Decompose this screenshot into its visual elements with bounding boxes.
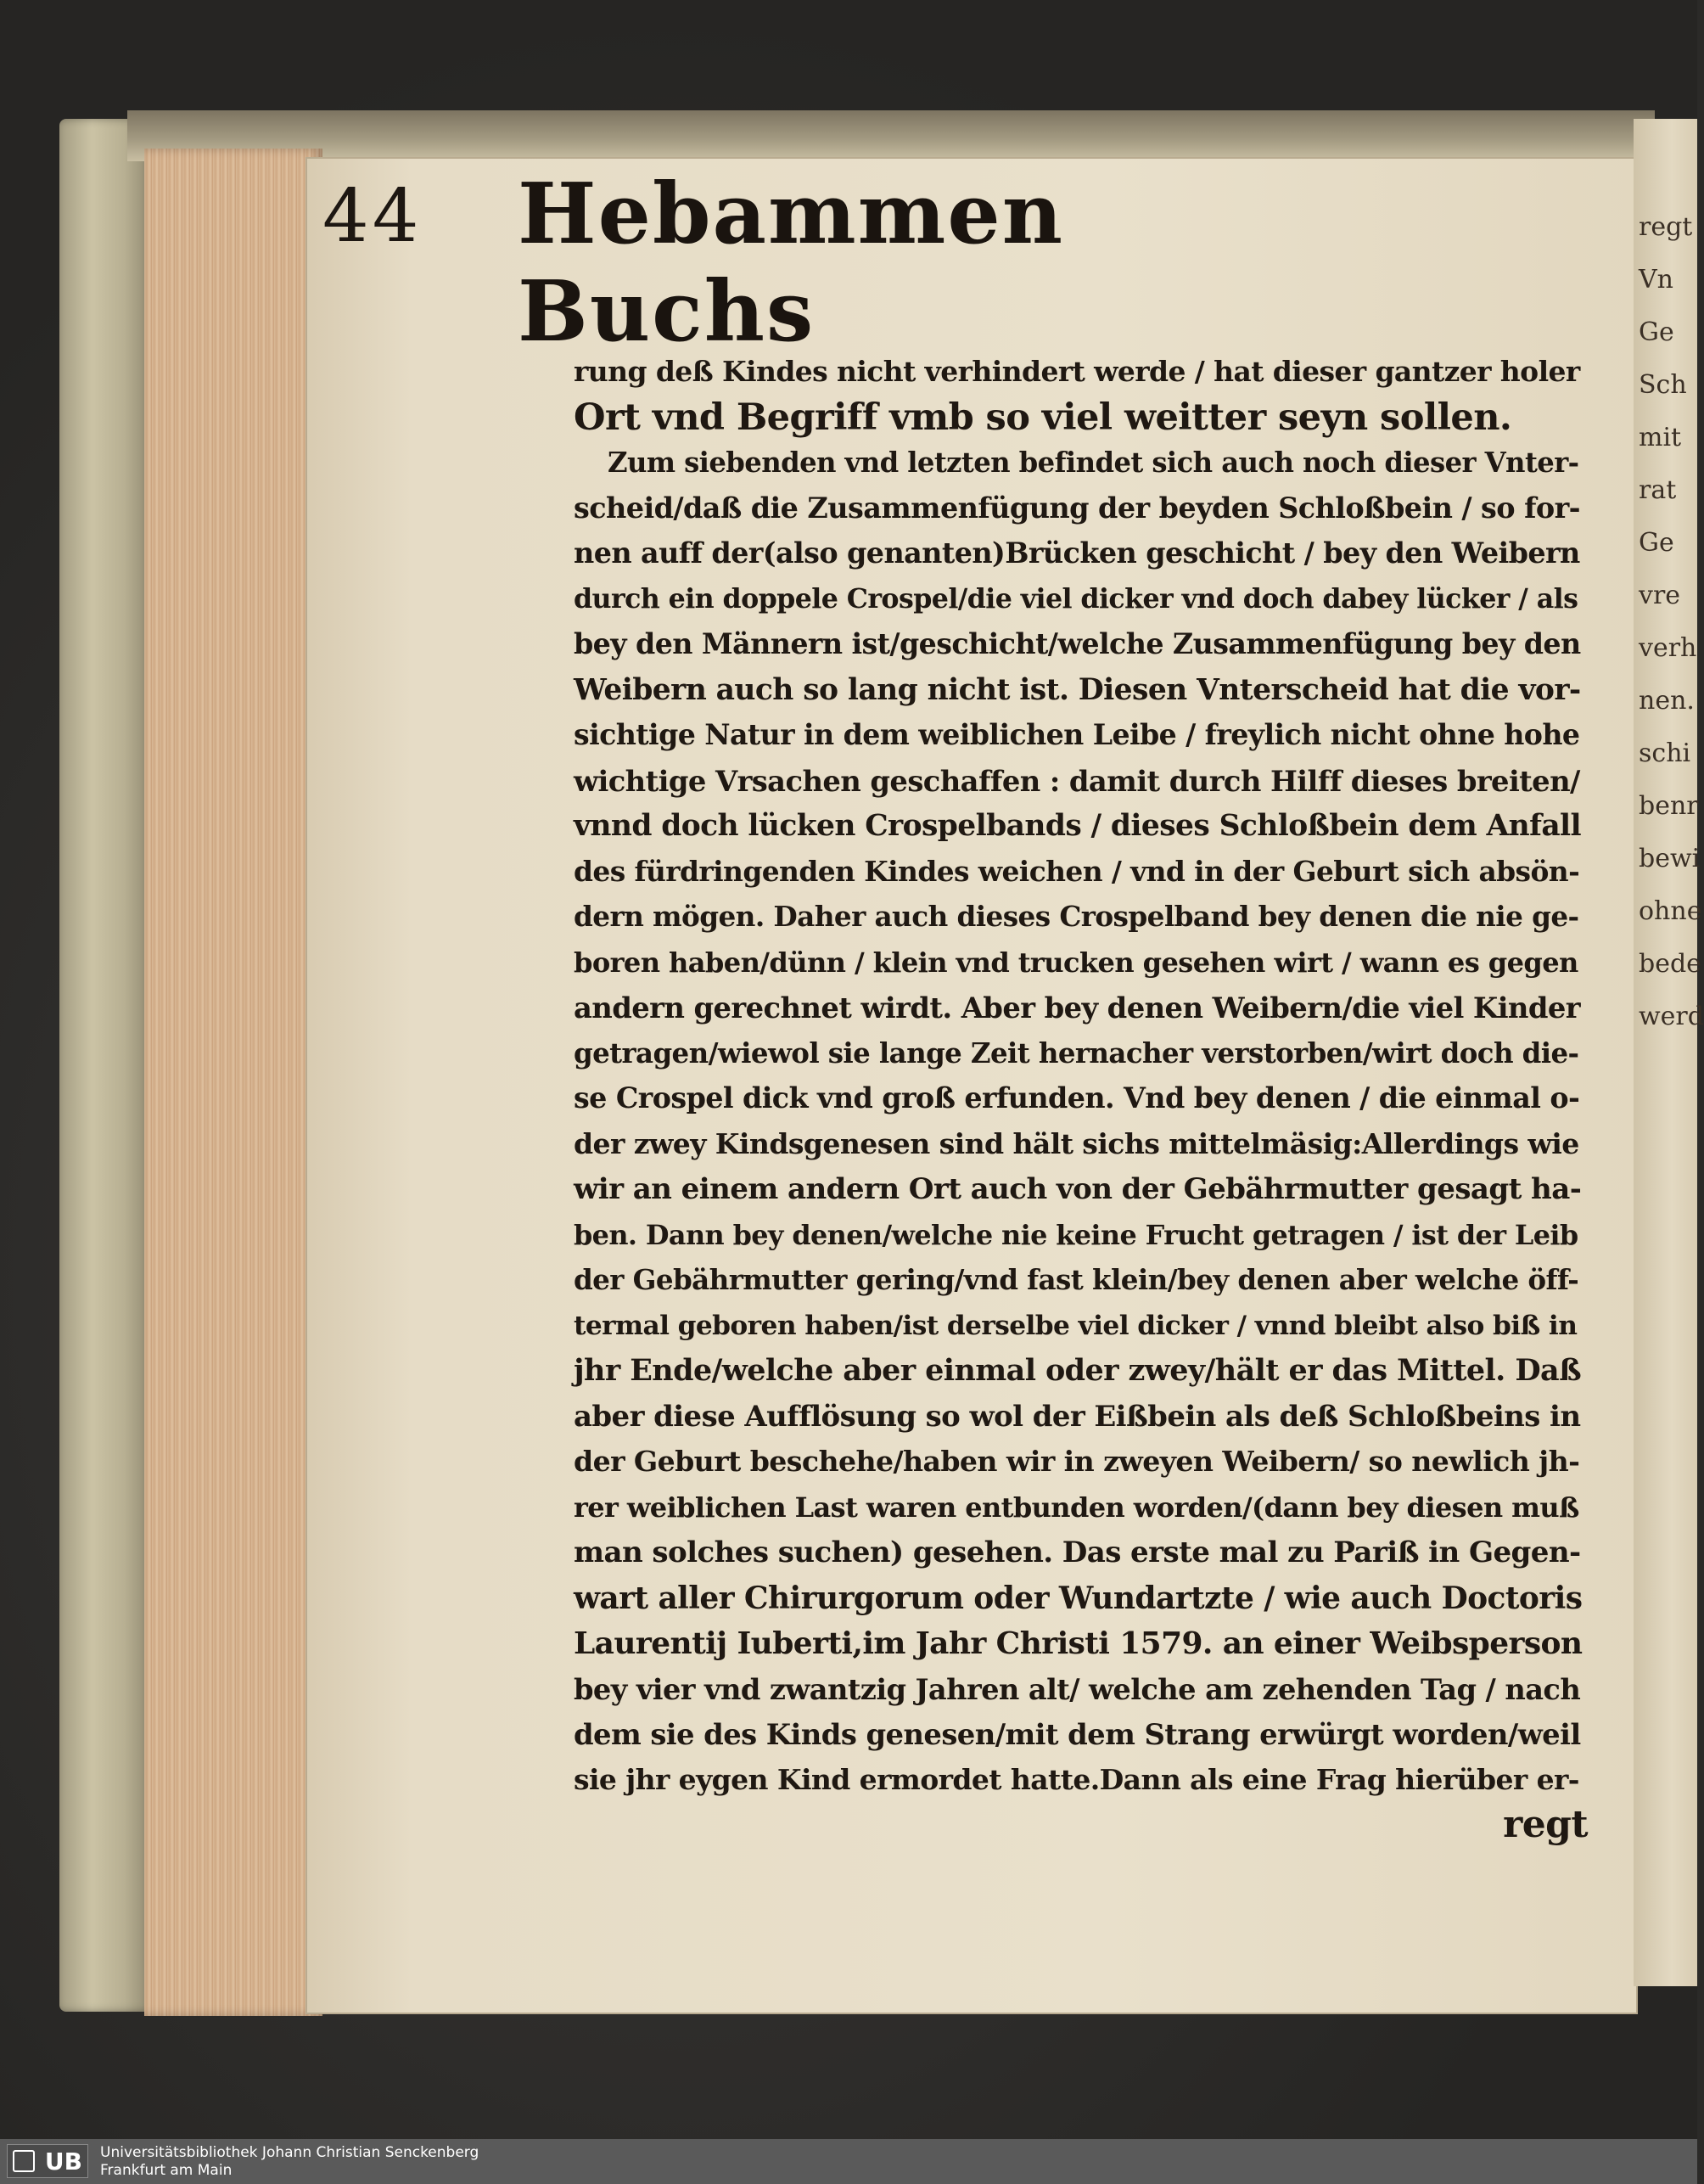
text-line: bey den Männern ist/geschicht/welche Zusammenfügung bey den	[574, 627, 1581, 660]
text-line: der Gebährmutter gering/vnd fast klein/bey denen aber welche öff-	[574, 1263, 1579, 1296]
page-header	[322, 166, 1332, 361]
text-line: Laurentij Iuberti,im Jahr Christi 1579. an einer Weibsperson	[574, 1625, 1583, 1661]
next-page-fragment: verh	[1639, 633, 1697, 663]
text-line: dern mögen. Daher auch dieses Crospelband bey denen die nie ge-	[574, 900, 1579, 933]
book-cover-spine	[59, 119, 153, 2012]
text-line: wir an einem andern Ort auch von der Gebährmutter gesagt ha-	[574, 1172, 1582, 1206]
text-line: se Crospel dick vnd groß erfunden. Vnd bey denen / die einmal o-	[574, 1081, 1580, 1114]
catchword: regt	[1503, 1803, 1588, 1846]
text-line: wart aller Chirurgorum oder Wundartzte / wie auch Doctoris	[574, 1580, 1583, 1616]
running-head: Hebammen Buchs	[518, 166, 1064, 361]
text-line: wichtige Vrsachen geschaffen : damit durch Hilff dieses breiten/	[574, 763, 1580, 798]
page-number: 44	[322, 174, 423, 259]
text-line: jhr Ende/welche aber einmal oder zwey/hält er das Mittel. Daß	[574, 1353, 1582, 1388]
text-line: durch ein doppele Crospel/die viel dicker vnd doch dabey lücker / als	[574, 582, 1578, 615]
text-line: der zwey Kindsgenesen sind hält sichs mittelmäsig:Allerdings wie	[574, 1126, 1579, 1160]
text-line: bey vier vnd zwantzig Jahren alt/ welche am zehenden Tag / nach	[574, 1671, 1581, 1706]
next-page-fragment: rat	[1639, 475, 1677, 505]
next-page-fragment: benr	[1639, 791, 1699, 821]
text-line: rer weiblichen Last waren entbunden worden/(dann bey diesen muß	[574, 1491, 1579, 1524]
text-line: Weibern auch so lang nicht ist. Diesen Vnterscheid hat die vor-	[574, 672, 1581, 707]
text-line: rung deß Kindes nicht verhindert werde / hat dieser gantzer holer	[574, 355, 1580, 388]
next-page-fragment: nen.	[1639, 686, 1695, 716]
next-page-edge	[1634, 119, 1704, 1986]
text-line: Ort vnd Begriff vmb so viel weitter seyn sollen.	[574, 396, 1512, 439]
text-line: boren haben/dünn / klein vnd trucken gesehen wirt / wann es gegen	[574, 946, 1578, 979]
text-line: sichtige Natur in dem weiblichen Leibe / freylich nicht ohne hohe	[574, 718, 1580, 751]
next-page-fragment: vre	[1639, 581, 1681, 610]
text-line: man solches suchen) gesehen. Das erste mal zu Pariß in Gegen-	[574, 1536, 1581, 1569]
next-page-fragment: werd	[1639, 1002, 1704, 1031]
next-page-fragment: regt	[1639, 212, 1693, 242]
text-line: vnnd doch lücken Crospelbands / dieses Schloßbein dem Anfall	[574, 809, 1582, 843]
book-cover-top	[127, 110, 1655, 161]
next-page-fragment: Ge	[1639, 528, 1674, 558]
ub-logo-text: UB	[44, 2148, 82, 2176]
next-page-fragment: schi	[1639, 738, 1691, 768]
text-line: ben. Dann bey denen/welche nie keine Frucht getragen / ist der Leib	[574, 1218, 1578, 1251]
next-page-fragment: bewi	[1639, 844, 1701, 873]
footer-institution: Universitätsbibliothek Johann Christian Senckenberg	[100, 2144, 479, 2161]
next-page-fragment: Sch	[1639, 370, 1687, 400]
text-line: sie jhr eygen Kind ermordet hatte.Dann als eine Frag hierüber er-	[574, 1762, 1579, 1796]
page-edges	[144, 149, 322, 2016]
next-page-fragment: bede	[1639, 949, 1701, 979]
footer-city: Frankfurt am Main	[100, 2162, 233, 2179]
text-line: nen auff der(also genanten)Brücken geschicht / bey den Weibern	[574, 536, 1580, 570]
library-logo-icon	[13, 2150, 35, 2172]
footer-bar	[0, 2139, 1697, 2184]
text-line: getragen/wiewol sie lange Zeit hernacher verstorben/wirt doch die-	[574, 1036, 1579, 1070]
next-page-fragment: Ge	[1639, 317, 1674, 347]
text-line: Zum siebenden vnd letzten befindet sich auch noch dieser Vnter-	[608, 446, 1579, 479]
text-line: termal geboren haben/ist derselbe viel dicker / vnnd bleibt also biß in	[574, 1310, 1578, 1341]
text-line: dem sie des Kinds genesen/mit dem Strang erwürgt worden/weil	[574, 1717, 1581, 1751]
text-line: des fürdringenden Kindes weichen / vnd in der Geburt sich absön-	[574, 854, 1580, 888]
text-line: andern gerechnet wirdt. Aber bey denen Weibern/die viel Kinder	[574, 991, 1581, 1025]
next-page-fragment: Vn	[1639, 265, 1673, 295]
text-line: aber diese Aufflösung so wol der Eißbein als deß Schloßbeins in	[574, 1399, 1581, 1434]
footer-text	[100, 2144, 479, 2180]
text-line: der Geburt beschehe/haben wir in zweyen Weibern/ so newlich jh-	[574, 1445, 1580, 1478]
next-page-fragment: ohne	[1639, 896, 1702, 926]
next-page-fragment: mit	[1639, 423, 1682, 452]
ub-logo	[7, 2144, 88, 2178]
text-line: scheid/daß die Zusammenfügung der beyden Schloßbein / so for-	[574, 491, 1580, 525]
